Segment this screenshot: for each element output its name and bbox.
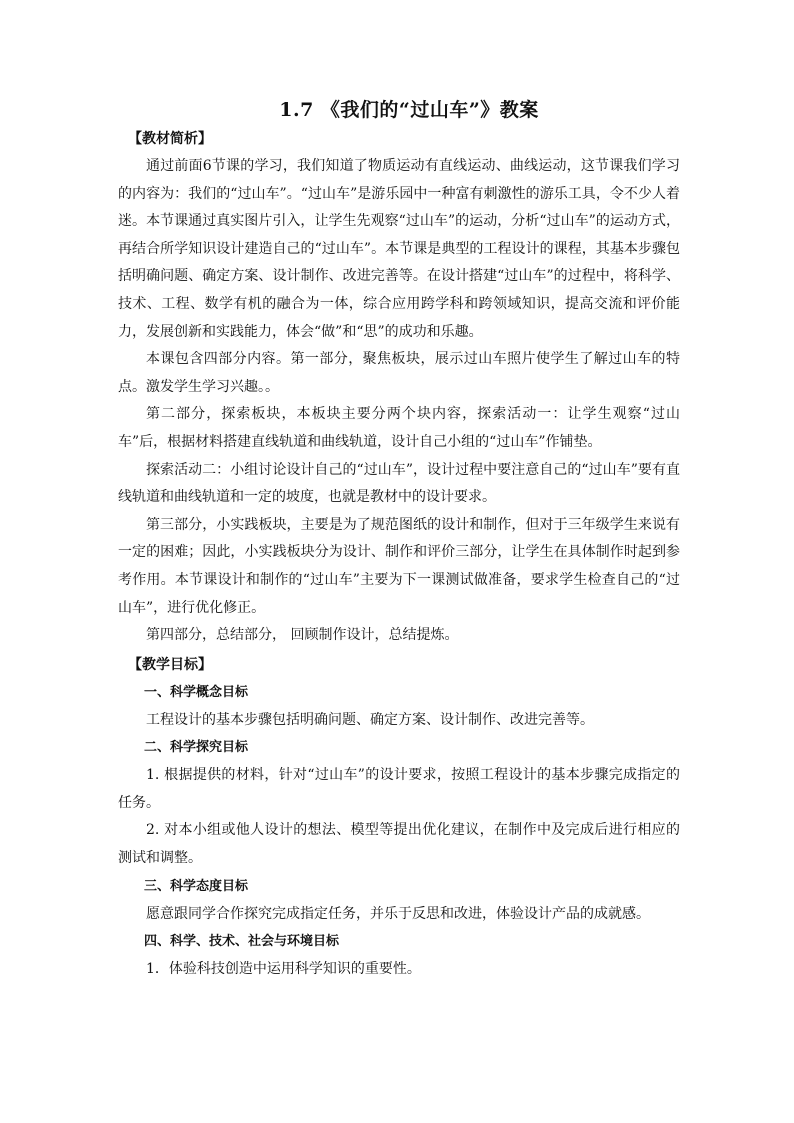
subheading-inquiry: 二、科学探究目标 — [144, 740, 249, 756]
paragraph: 本课包含四部分内容。第一部分，聚焦板块，展示过山车照片使学生了解过山车的特点。激发学生学习兴趣。。 — [118, 351, 680, 395]
list-item: 1. 根据提供的材料，针对“过山车”的设计要求，按照工程设计的基本步骤完成指定的任务。 — [118, 767, 680, 811]
paragraph: 探索活动二：小组讨论设计自己的“过山车”，设计过程中要注意自己的“过山车”要有直线轨道和曲线轨道和一定的坡度，也就是教材中的设计要求。 — [118, 461, 680, 506]
paragraph: 第二部分，探索板块，本板块主要分两个块内容，探索活动一：让学生观察“过山车”后，根据材料搭建直线轨道和曲线轨道，设计自己小组的“过山车”作铺垫。 — [118, 406, 680, 450]
list-item: 1．体验科技创造中运用科学知识的重要性。 — [146, 961, 421, 978]
section-heading-analysis: 【教材简析】 — [128, 131, 212, 147]
page-title: 1.7 《我们的“过山车”》教案 — [279, 99, 539, 121]
paragraph: 第三部分，小实践板块，主要是为了规范图纸的设计和制作，但对于三年级学生来说有一定的困难；因此，小实践板块分为设计、制作和评价三部分，让学生在具体制作时起到参考作用。本节课设计和制作的“过山车”主要为下一课测试做准备，要求学生检查自己的“过山车”，进行优化修正。 — [118, 516, 680, 616]
paragraph: 愿意跟同学合作探究完成指定任务，并乐于反思和改进，体验设计产品的成就感。 — [146, 905, 650, 922]
subheading-concept: 一、科学概念目标 — [144, 684, 249, 700]
paragraph: 第四部分，总结部分， 回顾制作设计，总结提炼。 — [146, 627, 459, 644]
paragraph: 通过前面6节课的学习，我们知道了物质运动有直线运动、曲线运动，这节课我们学习的内容为：我们的“过山车”。“过山车”是游乐园中一种富有刺激性的游乐工具，令不少人着迷。本节课通过真实图片引入，让学生先观察“过山车”的运动，分析“过山车”的运动方式，再结合所学知识设计建造自己的“过山车”。本节课是典型的工程设计的课程，其基本步骤包括明确问题、确定方案、设计制作、改进完善等。在设计搭建“过山车”的过程中，将科学、技术、工程、数学有机的融合为一体，综合应用跨学科和跨领域知识，提高交流和评价能力，发展创新和实践能力，体会“做”和“思”的成功和乐趣。 — [118, 158, 680, 340]
subheading-sts: 四、科学、技术、社会与环境目标 — [144, 934, 340, 950]
paragraph: 工程设计的基本步骤包括明确问题、确定方案、设计制作、改进完善等。 — [146, 711, 594, 728]
list-item: 2. 对本小组或他人设计的想法、模型等提出优化建议，在制作中及完成后进行相应的测试和调整。 — [118, 822, 680, 867]
subheading-attitude: 三、科学态度目标 — [144, 878, 249, 894]
section-heading-goals: 【教学目标】 — [128, 656, 212, 673]
